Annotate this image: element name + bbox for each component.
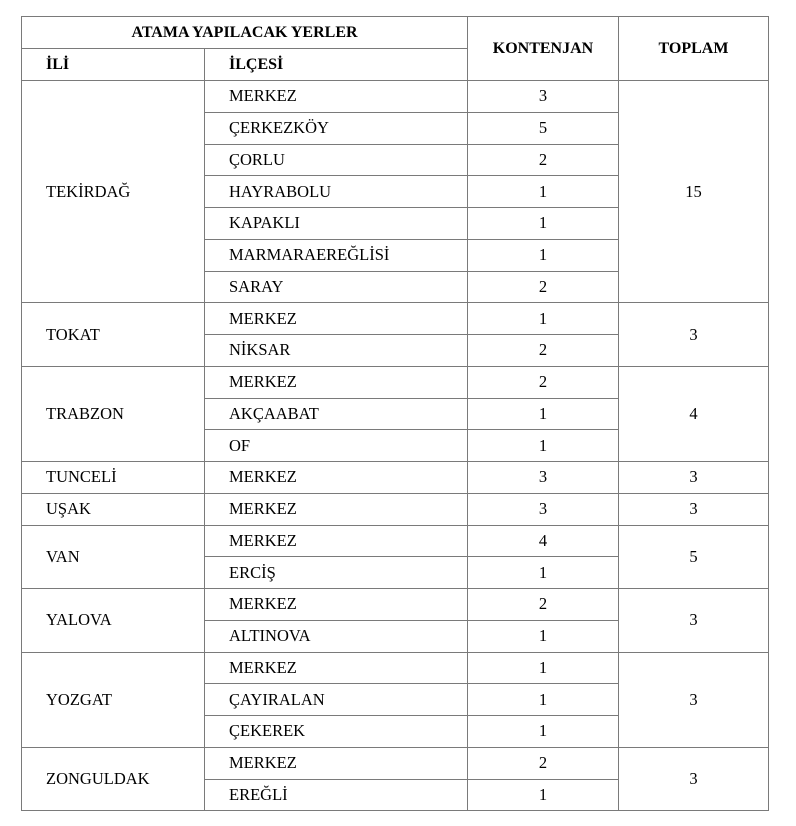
kontenjan-cell: 1 [468,716,619,748]
kontenjan-cell: 1 [468,303,619,335]
ilce-cell: MERKEZ [205,366,468,398]
il-cell: TEKİRDAĞ [22,81,205,303]
toplam-cell: 3 [619,589,769,653]
toplam-cell: 3 [619,462,769,494]
table-row [22,589,769,621]
kontenjan-cell: 1 [468,620,619,652]
table-body [22,81,769,811]
kontenjan-cell: 1 [468,684,619,716]
kontenjan-cell: 1 [468,652,619,684]
il-header: İLİ [22,49,205,81]
il-cell: VAN [22,525,205,589]
table-row [22,652,769,684]
table-row [22,303,769,335]
group-title: ATAMA YAPILACAK YERLER [22,17,468,49]
ilce-cell: MERKEZ [205,81,468,113]
toplam-cell: 3 [619,303,769,367]
kontenjan-cell: 3 [468,493,619,525]
kontenjan-cell: 2 [468,271,619,303]
header-row-top [22,17,769,49]
il-cell: YALOVA [22,589,205,653]
kontenjan-cell: 1 [468,398,619,430]
table-row [22,366,769,398]
il-cell: UŞAK [22,493,205,525]
ilce-cell: SARAY [205,271,468,303]
il-cell: TOKAT [22,303,205,367]
ilce-cell: ÇEKEREK [205,716,468,748]
toplam-cell: 4 [619,366,769,461]
kontenjan-cell: 2 [468,144,619,176]
il-cell: TUNCELİ [22,462,205,494]
kontenjan-header: KONTENJAN [468,17,619,81]
table-row [22,81,769,113]
toplam-header: TOPLAM [619,17,769,81]
ilce-cell: ALTINOVA [205,620,468,652]
ilce-cell: MERKEZ [205,747,468,779]
ilce-cell: MERKEZ [205,589,468,621]
kontenjan-cell: 1 [468,430,619,462]
kontenjan-cell: 3 [468,81,619,113]
ilce-cell: AKÇAABAT [205,398,468,430]
ilce-cell: MARMARAEREĞLİSİ [205,239,468,271]
il-cell: YOZGAT [22,652,205,747]
ilce-cell: HAYRABOLU [205,176,468,208]
kontenjan-cell: 4 [468,525,619,557]
ilce-cell: ÇERKEZKÖY [205,112,468,144]
ilce-header: İLÇESİ [205,49,468,81]
table-row [22,493,769,525]
il-cell: TRABZON [22,366,205,461]
toplam-cell: 3 [619,493,769,525]
kontenjan-cell: 1 [468,557,619,589]
table-row [22,462,769,494]
kontenjan-cell: 1 [468,176,619,208]
kontenjan-cell: 1 [468,239,619,271]
kontenjan-cell: 2 [468,366,619,398]
ilce-cell: OF [205,430,468,462]
ilce-cell: MERKEZ [205,652,468,684]
kontenjan-cell: 1 [468,779,619,811]
ilce-cell: MERKEZ [205,493,468,525]
kontenjan-cell: 1 [468,208,619,240]
table-row [22,747,769,779]
ilce-cell: EREĞLİ [205,779,468,811]
ilce-cell: ÇAYIRALAN [205,684,468,716]
ilce-cell: MERKEZ [205,525,468,557]
ilce-cell: MERKEZ [205,303,468,335]
ilce-cell: ÇORLU [205,144,468,176]
kontenjan-cell: 2 [468,747,619,779]
il-cell: ZONGULDAK [22,747,205,811]
kontenjan-cell: 3 [468,462,619,494]
ilce-cell: NİKSAR [205,335,468,367]
ilce-cell: KAPAKLI [205,208,468,240]
toplam-cell: 15 [619,81,769,303]
toplam-cell: 3 [619,652,769,747]
table-row [22,525,769,557]
toplam-cell: 5 [619,525,769,589]
kontenjan-cell: 5 [468,112,619,144]
ilce-cell: MERKEZ [205,462,468,494]
kontenjan-cell: 2 [468,335,619,367]
quota-table [21,16,769,811]
toplam-cell: 3 [619,747,769,811]
kontenjan-cell: 2 [468,589,619,621]
ilce-cell: ERCİŞ [205,557,468,589]
